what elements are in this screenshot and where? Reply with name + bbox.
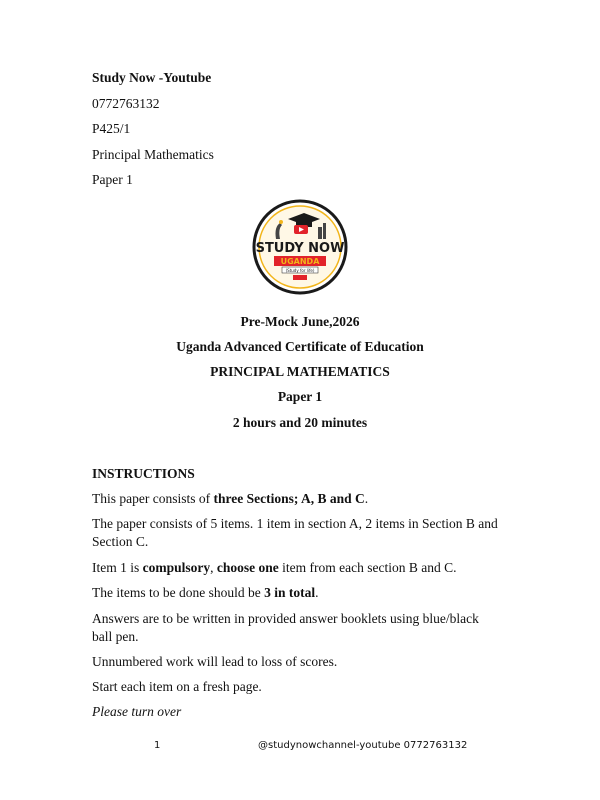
logo-text-main: STUDY NOW — [255, 241, 345, 256]
instruction-4-bold: 3 in total — [264, 585, 316, 600]
instruction-7: Start each item on a fresh page. — [92, 679, 262, 694]
subject-title: PRINCIPAL MATHEMATICS — [210, 364, 390, 379]
instruction-1-text: This paper consists of — [92, 491, 214, 506]
header-channel: Study Now -Youtube — [92, 70, 212, 85]
instruction-3-end: item from each section B and C. — [278, 560, 457, 575]
turn-over-note: Please turn over — [92, 704, 182, 719]
instruction-5: Answers are to be written in provided answer booklets using blue/black ball pen. — [92, 611, 479, 644]
logo-tagline: (Study for life) — [285, 267, 315, 273]
paper-title: Paper 1 — [277, 389, 323, 404]
exam-title: Pre-Mock June,2026 — [240, 314, 360, 329]
header-subject: Principal Mathematics — [92, 147, 214, 162]
instruction-3-text: Item 1 is — [92, 560, 143, 575]
instruction-4 — [92, 584, 502, 602]
study-now-logo — [252, 199, 348, 295]
instruction-4-text: The items to be done should be — [92, 585, 265, 600]
instruction-3-bold-compulsory: compulsory — [142, 560, 211, 575]
instructions-heading: INSTRUCTIONS — [92, 466, 195, 481]
instruction-1-end: . — [364, 491, 369, 506]
instruction-4-end: . — [315, 585, 319, 600]
footer-credit: @studynowchannel-youtube 0772763132 — [258, 740, 468, 751]
instruction-3 — [92, 559, 502, 577]
logo-text-sub: UGANDA — [280, 257, 320, 266]
instruction-3-bold-choose: choose one — [216, 560, 279, 575]
header-code: P425/1 — [92, 121, 131, 136]
instruction-3-sep: , — [210, 560, 217, 575]
instruction-2: The paper consists of 5 items. 1 item in section A, 2 items in Section B and Section C. — [92, 516, 498, 549]
instruction-6: Unnumbered work will lead to loss of scores. — [92, 654, 338, 669]
page-number: 1 — [154, 740, 161, 751]
duration: 2 hours and 20 minutes — [232, 415, 368, 430]
header-paper: Paper 1 — [92, 172, 133, 187]
instruction-1 — [92, 490, 502, 508]
header-phone: 0772763132 — [92, 96, 160, 111]
instruction-1-bold: three Sections; A, B and C — [213, 491, 365, 506]
certificate-title: Uganda Advanced Certificate of Education — [176, 339, 424, 354]
